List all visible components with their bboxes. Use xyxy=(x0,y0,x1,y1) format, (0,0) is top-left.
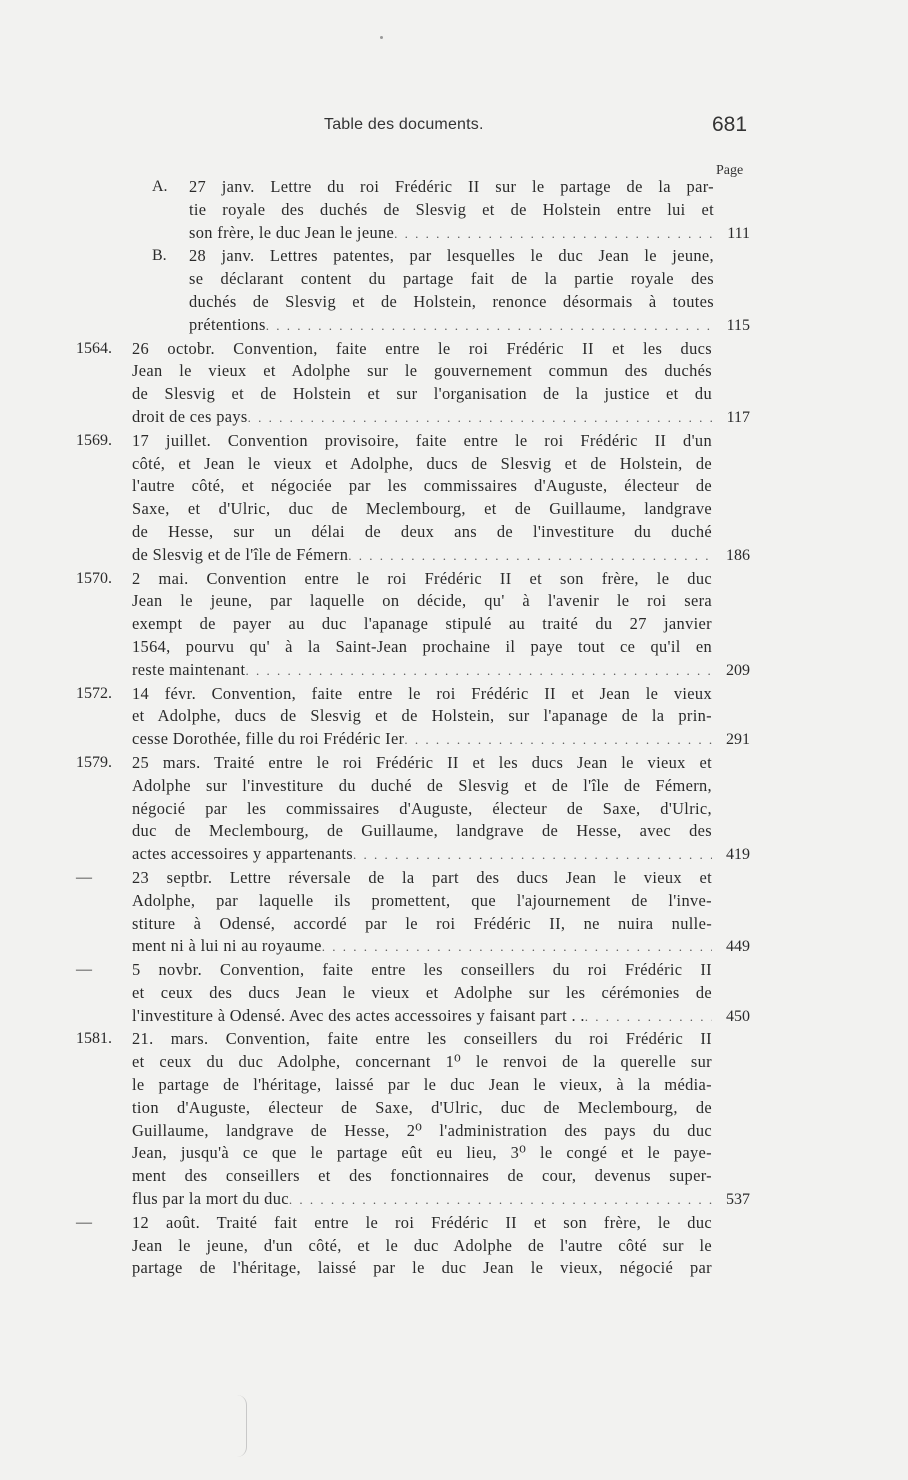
entry-line: côté, et Jean le vieux et Adolphe, ducs de Slesvig et de Holstein, de xyxy=(132,453,712,473)
entry-line: duc de Meclembourg, de Guillaume, landgrave de Hesse, avec des xyxy=(132,821,712,841)
entry-year: 1564. xyxy=(76,339,112,357)
leader-dots xyxy=(585,1006,712,1029)
entry-line: Adolphe, par laquelle ils promettent, que l'ajournement de l'inve- xyxy=(132,890,712,910)
entry-line: ment ni à lui ni au royaume xyxy=(132,936,322,956)
entry-page-number: 449 xyxy=(726,938,750,956)
entry-letter: A. xyxy=(152,178,168,195)
entry-line: Jean le jeune, par laquelle on décide, qu' à l'avenir le roi sera xyxy=(132,591,712,611)
leader-dots xyxy=(394,223,714,246)
document-entry xyxy=(0,1212,908,1280)
entry-line: 26 octobr. Convention, faite entre le roi Frédéric II et les ducs xyxy=(132,338,712,358)
entry-last-line xyxy=(132,659,712,683)
entry-line: flus par la mort du duc xyxy=(132,1189,289,1209)
entry-year: — xyxy=(76,868,92,886)
leader-dots xyxy=(245,660,712,683)
document-entry xyxy=(0,683,908,752)
entry-line: Jean le jeune, d'un côté, et le duc Adolphe de l'autre côté sur le xyxy=(132,1235,712,1255)
entry-text xyxy=(132,1212,712,1280)
entry-year: 1581. xyxy=(76,1030,112,1048)
entry-page-number: 186 xyxy=(726,546,750,564)
entry-line: 28 janv. Lettres patentes, par lesquelles le duc Jean le jeune, xyxy=(189,246,714,266)
entry-line: 23 septbr. Lettre réversale de la part des ducs Jean le vieux et xyxy=(132,867,712,887)
entry-line: droit de ces pays xyxy=(132,406,248,426)
entry-last-line xyxy=(132,843,712,867)
entry-year: 1569. xyxy=(76,431,112,449)
entry-page-number: 111 xyxy=(727,224,750,242)
entry-line: et Adolphe, ducs de Slesvig et de Holstein, sur l'apanage de la prin- xyxy=(132,706,712,726)
entry-line: 25 mars. Traité entre le roi Frédéric II et les ducs Jean le vieux et xyxy=(132,752,712,772)
entry-text xyxy=(132,1028,712,1211)
entry-line: ment des conseillers et des fonctionnaires de cour, devenus super- xyxy=(132,1166,712,1186)
entry-line: 27 janv. Lettre du roi Frédéric II sur le partage de la par- xyxy=(189,177,714,196)
entry-line: tie royale des duchés de Slesvig et de Holstein entre lui et xyxy=(189,199,714,219)
entry-year: — xyxy=(76,1213,92,1231)
leader-dots xyxy=(266,315,714,338)
page-speck xyxy=(380,36,383,39)
entry-letter: B. xyxy=(152,247,167,265)
running-title: Table des documents. xyxy=(324,116,484,133)
entry-page-number: 117 xyxy=(726,408,750,426)
entry-page-number: 291 xyxy=(726,731,750,749)
document-entry xyxy=(0,867,908,959)
entry-page-number: 115 xyxy=(726,316,750,334)
entry-line: Adolphe sur l'investiture du duché de Slesvig et de l'île de Fémern, xyxy=(132,775,712,795)
entry-line: l'investiture à Odensé. Avec des actes accessoires y faisant part . . xyxy=(132,1005,585,1025)
entry-line: Guillaume, landgrave de Hesse, 2⁰ l'administration des pays du duc xyxy=(132,1120,712,1140)
document-entry xyxy=(0,568,908,683)
entry-line: 5 novbr. Convention, faite entre les conseillers du roi Frédéric II xyxy=(132,960,712,980)
leader-dots xyxy=(353,844,712,867)
entry-last-line xyxy=(132,1188,712,1212)
entry-page-number: 450 xyxy=(726,1007,750,1025)
entry-last-line xyxy=(132,728,712,752)
entry-line: tion d'Auguste, électeur de Saxe, d'Ulric, duc de Meclembourg, de xyxy=(132,1097,712,1117)
entry-line: Jean, jusqu'à ce que le partage eût eu lieu, 3⁰ le congé et le paye- xyxy=(132,1143,712,1163)
document-entry xyxy=(0,176,908,245)
entry-line: négocié par les commissaires d'Auguste, électeur de Saxe, d'Ulric, xyxy=(132,798,712,818)
entry-text xyxy=(132,959,712,1028)
document-table xyxy=(0,176,908,1280)
entry-last-line xyxy=(132,1005,712,1029)
entry-line: se déclarant content du partage fait de la partie royale des xyxy=(189,269,714,289)
entry-text xyxy=(189,176,714,245)
leader-dots xyxy=(248,407,712,430)
entry-line: de Hesse, sur un délai de deux ans de l'investiture du duché xyxy=(132,521,712,541)
document-entry xyxy=(0,430,908,568)
entry-last-line xyxy=(132,406,712,430)
entry-line: Saxe, et d'Ulric, duc de Meclembourg, et de Guillaume, landgrave xyxy=(132,499,712,519)
document-entry xyxy=(0,245,908,337)
page-column-label: Page xyxy=(716,163,744,178)
entry-last-line xyxy=(132,935,712,959)
entry-line: cesse Dorothée, fille du roi Frédéric Ier xyxy=(132,729,405,749)
entry-text xyxy=(189,245,714,337)
page-number: 681 xyxy=(712,113,748,136)
entry-line: Jean le vieux et Adolphe sur le gouvernement commun des duchés xyxy=(132,361,712,381)
entry-last-line xyxy=(189,222,714,246)
leader-dots xyxy=(322,936,712,959)
entry-line: 17 juillet. Convention provisoire, faite entre le roi Frédéric II d'un xyxy=(132,430,712,450)
entry-text xyxy=(132,568,712,683)
entry-line: actes accessoires y appartenants xyxy=(132,844,353,864)
entry-line: 2 mai. Convention entre le roi Frédéric II et son frère, le duc xyxy=(132,568,712,588)
entry-line: le partage de l'héritage, laissé par le duc Jean le vieux, à la média- xyxy=(132,1075,712,1095)
document-entry xyxy=(0,959,908,1028)
entry-year: — xyxy=(76,961,92,979)
entry-line: reste maintenant xyxy=(132,659,246,679)
entry-text xyxy=(132,430,712,568)
margin-mark xyxy=(232,1395,247,1457)
document-entry xyxy=(0,752,908,867)
entry-last-line xyxy=(189,314,714,338)
entry-page-number: 209 xyxy=(726,661,750,679)
leader-dots xyxy=(404,729,712,752)
document-entry xyxy=(0,1028,908,1211)
entry-text xyxy=(132,683,712,752)
entry-line: stiture à Odensé, accordé par le roi Frédéric II, ne nuira nulle- xyxy=(132,913,712,933)
entry-year: 1579. xyxy=(76,753,112,771)
entry-line: et ceux du duc Adolphe, concernant 1⁰ le renvoi de la querelle sur xyxy=(132,1052,712,1072)
entry-line: exempt de payer au duc l'apanage stipulé au traité du 27 janvier xyxy=(132,614,712,634)
entry-line: l'autre côté, et négociée par les commissaires d'Auguste, électeur de xyxy=(132,476,712,496)
entry-text xyxy=(132,338,712,430)
entry-line: 14 févr. Convention, faite entre le roi Frédéric II et Jean le vieux xyxy=(132,683,712,703)
entry-line: de Slesvig et de Holstein et sur l'organisation de la justice et du xyxy=(132,384,712,404)
entry-line: son frère, le duc Jean le jeune xyxy=(189,222,395,242)
leader-dots xyxy=(289,1189,712,1212)
entry-line: partage de l'héritage, laissé par le duc Jean le vieux, négocié par xyxy=(132,1258,712,1278)
leader-dots xyxy=(348,545,712,568)
entry-text xyxy=(132,867,712,959)
entry-line: 12 août. Traité fait entre le roi Frédéric II et son frère, le duc xyxy=(132,1212,712,1232)
entry-line: et ceux des ducs Jean le vieux et Adolphe sur les cérémonies de xyxy=(132,982,712,1002)
entry-line: 1564, pourvu qu' à la Saint-Jean prochaine il paye tout ce qu'il en xyxy=(132,636,712,656)
entry-line: duchés de Slesvig et de Holstein, renonce désormais à toutes xyxy=(189,291,714,311)
entry-line: de Slesvig et de l'île de Fémern xyxy=(132,544,349,564)
entry-page-number: 537 xyxy=(726,1191,750,1209)
entry-page-number: 419 xyxy=(726,846,750,864)
entry-year: 1572. xyxy=(76,684,112,702)
entry-last-line xyxy=(132,544,712,568)
entry-text xyxy=(132,752,712,867)
entry-line: prétentions xyxy=(189,314,266,334)
entry-line: 21. mars. Convention, faite entre les conseillers du roi Frédéric II xyxy=(132,1029,712,1049)
entry-year: 1570. xyxy=(76,569,112,587)
document-entry xyxy=(0,338,908,430)
